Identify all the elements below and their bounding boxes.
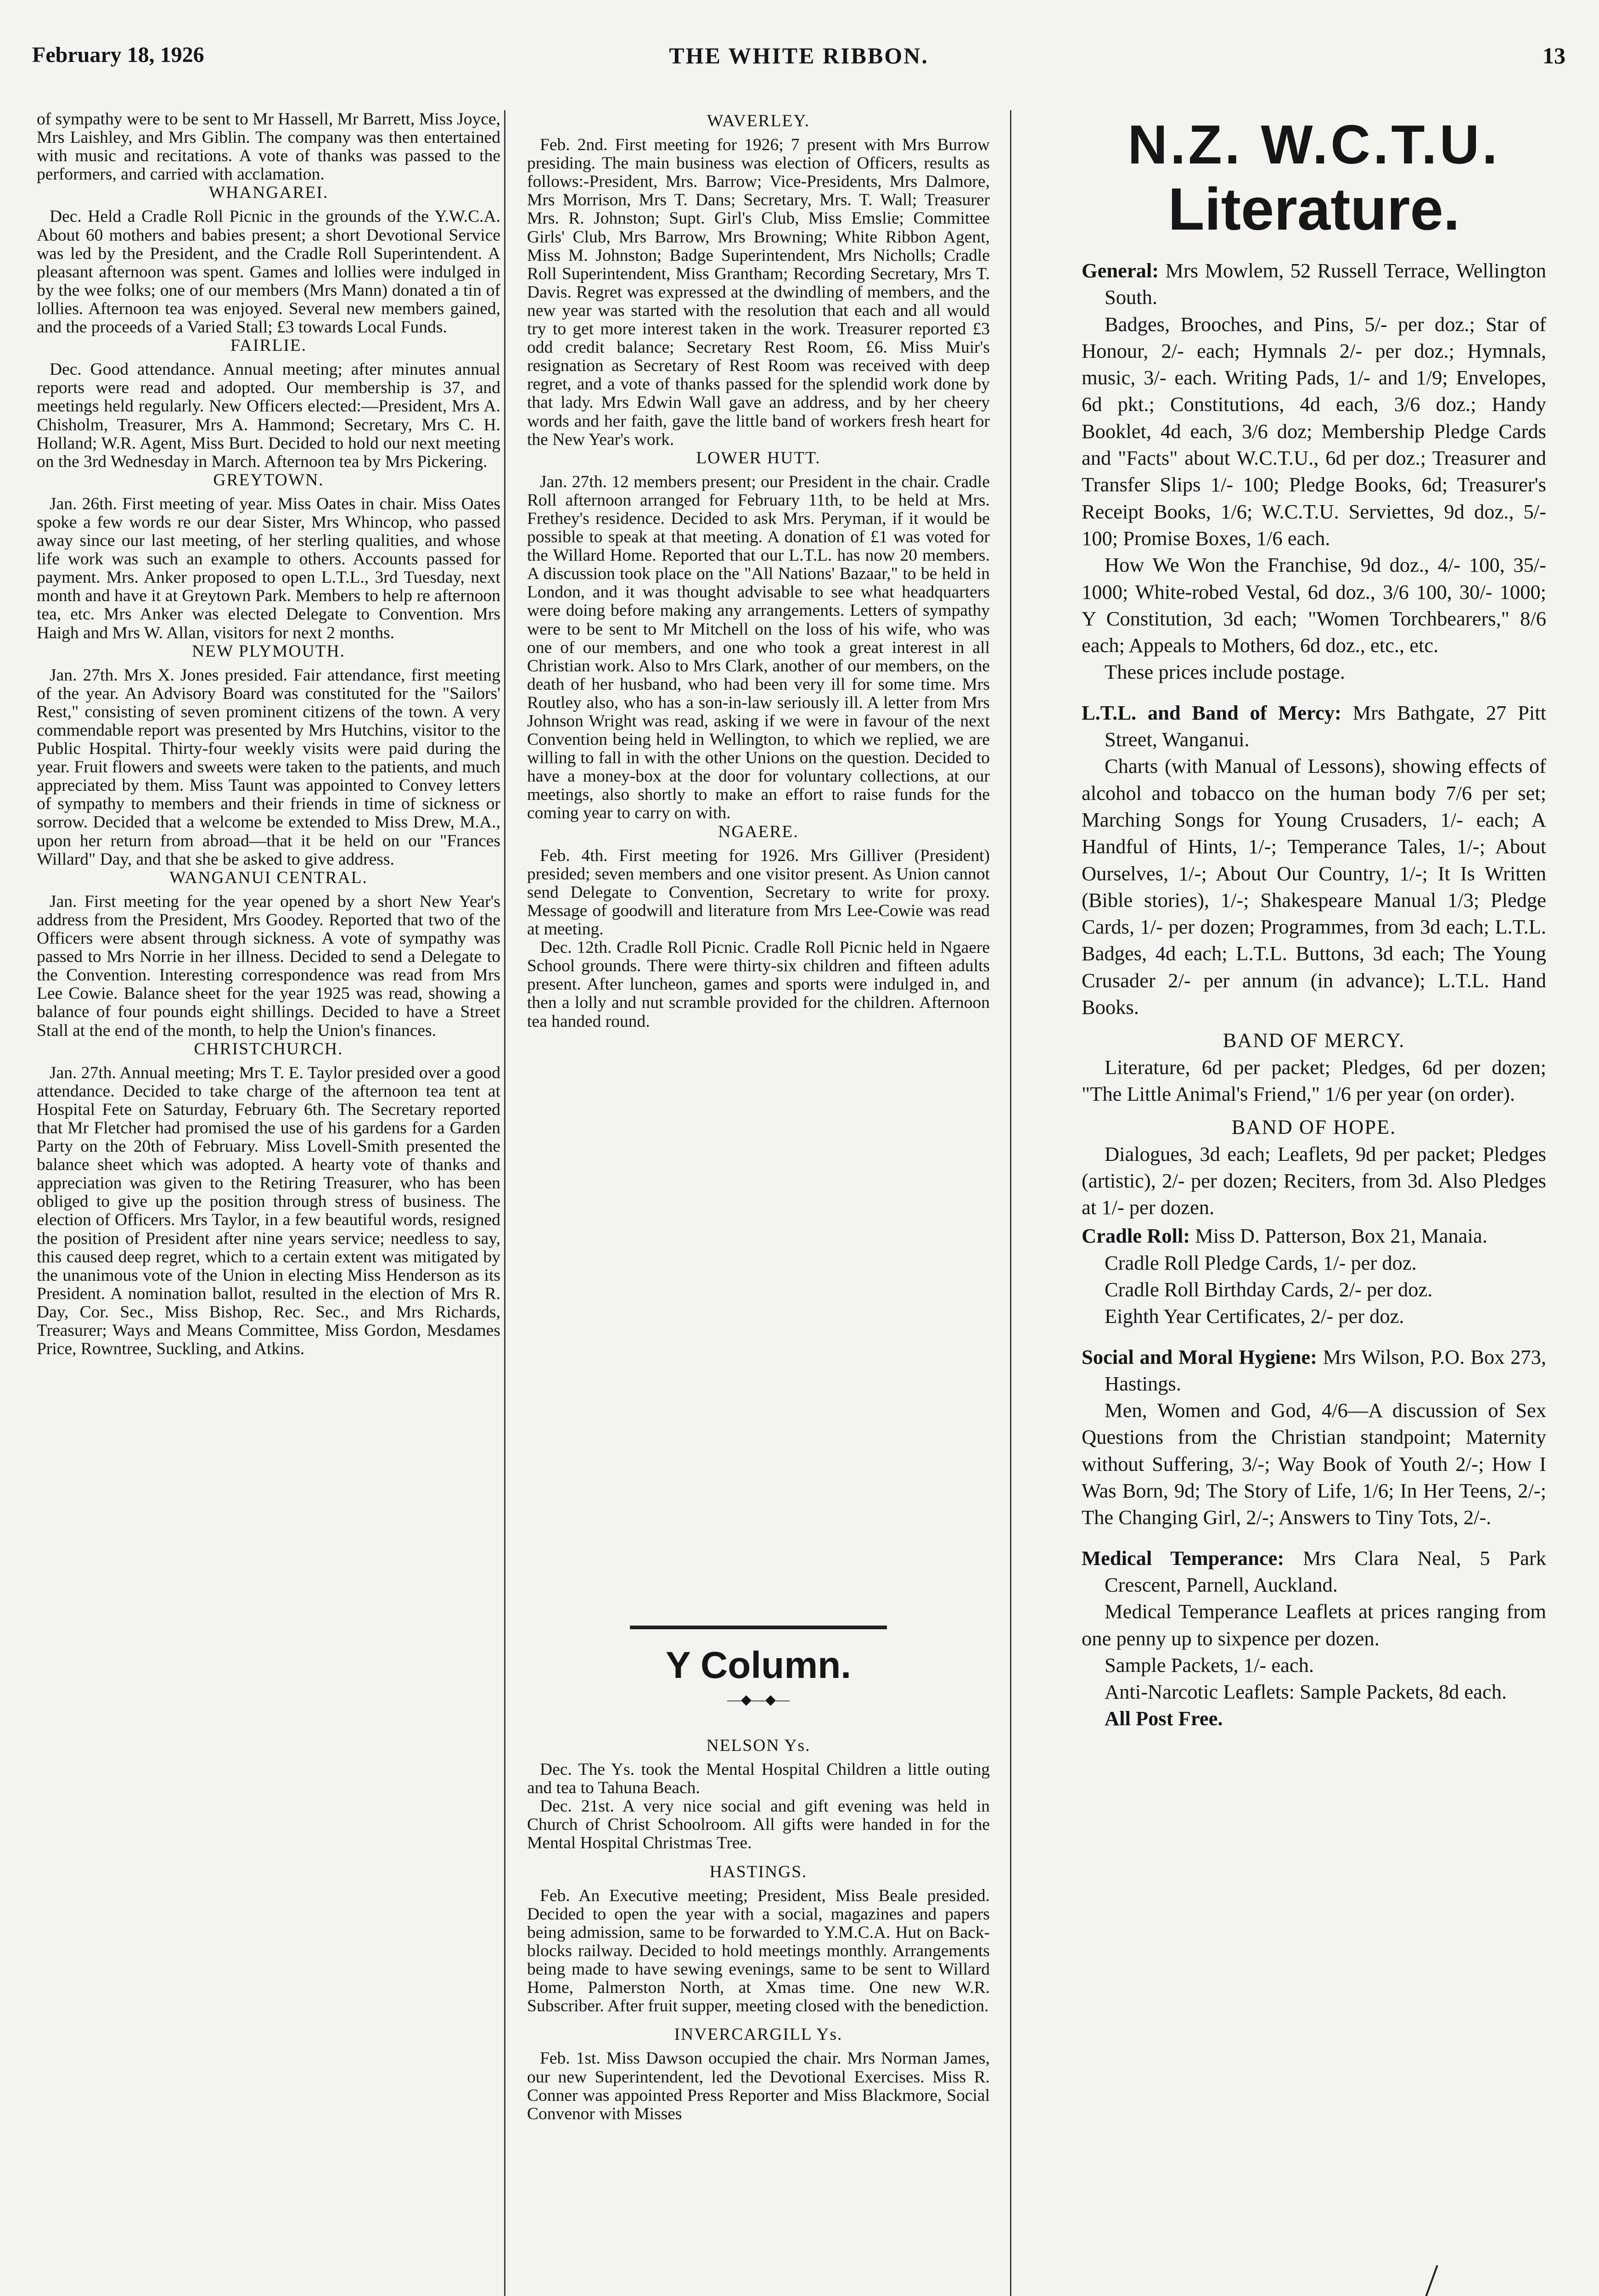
medical-temperance-contact bbox=[1082, 1545, 1546, 1598]
column-rule-2 bbox=[1010, 110, 1011, 2296]
band-of-hope-items: Dialogues, 3d each; Leaflets, 9d per packet; Pledges (artistic), 2/- per dozen; Reciters, from 3d. Also Pledges at 1/- per dozen. bbox=[1082, 1142, 1546, 1219]
literature-column bbox=[1082, 101, 1546, 2296]
ltl-label: L.T.L. and Band of Mercy: bbox=[1082, 701, 1341, 724]
section-fairlie bbox=[37, 337, 500, 471]
page-number: 13 bbox=[1543, 43, 1565, 68]
section-heading: NEW PLYMOUTH. bbox=[191, 642, 346, 661]
general-address: Mrs Mowlem, 52 Russell Terrace, Wellington South. bbox=[1105, 259, 1546, 309]
report-paragraph: Dec. Held a Cradle Roll Picnic in the grounds of the Y.W.C.A. About 60 mothers and babies present; a short Devotional Service was led by the President, and the Cradle Roll Superintendent. A pleasant afternoon was spent. Games and lollies were indulged in by the wee folks; one of our members (Mrs Mann) donated a tin of lollies. Afternoon tea was enjoyed. Several new members gained, and the proceeds of a Varied Stall; £3 towards Local Funds. bbox=[37, 207, 500, 337]
report-paragraph: Jan. 27th. Annual meeting; Mrs T. E. Taylor presided over a good attendance. Decided to take charge of the afternoon tea tent at Hospital Fete on Saturday, February 6th. The Secretary reported that Mr Fletcher had promised the use of his gardens for a Garden Party on the 20th of February. Miss Lovell-Smith presented the balance sheet which was adopted. A hearty vote of thanks and appreciation was given to the Retiring Treasurer, who has been obliged to give up the position through stress of business. The election of Officers. Mrs Taylor, in a few beautiful words, resigned the position of President after nine years service; needless to say, this caused deep regret, which to a certain extent was mitigated by the unanimous vote of the Union in electing Miss Henderson as its President. A nomination ballot, resulted in the election of Mrs R. Day, Cor. Sec., Miss Bishop, Rec. Sec., and Mrs Richards, Treasurer; Ways and Means Committee, Miss Gordon, Mesdames Price, Rowntree, Suckling, and Atkins. bbox=[37, 1063, 500, 1359]
report-paragraph: Feb. 4th. First meeting for 1926. Mrs Gilliver (President) presided; seven members and one visitor present. As Union cannot send Delegate to Convention, Secretary to write for proxy. Message of goodwill and literature from Mrs Lee-Cowie was read at meeting. bbox=[527, 846, 990, 939]
cradle-roll-item: Cradle Roll Birthday Cards, 2/- per doz. bbox=[1105, 1277, 1433, 1301]
section-wanganui-central bbox=[37, 869, 500, 1040]
section-heading: HASTINGS. bbox=[709, 1862, 808, 1881]
heading-rule bbox=[630, 1626, 887, 1629]
section-invercargill-ys bbox=[527, 2026, 990, 2123]
section-heading: NGAERE. bbox=[718, 822, 799, 841]
section-heading: LOWER HUTT. bbox=[696, 448, 821, 467]
issue-date: February 18, 1926 bbox=[32, 43, 204, 67]
column-1 bbox=[37, 110, 500, 2296]
cradle-roll-label: Cradle Roll: bbox=[1082, 1224, 1190, 1248]
section-heading: CHRISTCHURCH. bbox=[194, 1039, 343, 1058]
band-of-hope-heading: BAND OF HOPE. bbox=[1231, 1115, 1397, 1139]
band-of-mercy-heading: BAND OF MERCY. bbox=[1223, 1029, 1405, 1052]
ltl-address: Mrs Bathgate, 27 Pitt Street, Wanganui. bbox=[1105, 701, 1546, 751]
column-rule-1 bbox=[504, 110, 505, 2296]
section-hastings bbox=[527, 1863, 990, 2016]
ltl-contact bbox=[1082, 699, 1546, 753]
section-christchurch bbox=[37, 1040, 500, 1359]
cradle-roll-address: Miss D. Patterson, Box 21, Manaia. bbox=[1195, 1224, 1487, 1248]
section-new-plymouth bbox=[37, 642, 500, 869]
ltl-items: Charts (with Manual of Lessons), showing effects of alcohol and tobacco on the human body 7/6 per set; Marching Songs for Young Crusaders, 1/- each; A Handful of Hints, 1/-; Temperance Tales, 1/-; About Ourselves, 1/-; About Our Country, 1/-; It Is Written (Bible stories), 1/-; Shakespeare Manual 1/3; Pledge Cards, 1/- per dozen; Programmes, from 3d each; L.T.L. Badges, 4d each; L.T.L. Buttons, 3d each; The Young Crusader 2/- per annum (in advance); L.T.L. Hand Books. bbox=[1082, 754, 1546, 1019]
literature-title-line2: Literature. bbox=[1168, 175, 1460, 242]
section-heading: NELSON Ys. bbox=[706, 1736, 811, 1755]
medical-temperance-items: Medical Temperance Leaflets at prices ranging from one penny up to sixpence per dozen. bbox=[1082, 1600, 1546, 1650]
sample-packets: Sample Packets, 1/- each. bbox=[1105, 1653, 1314, 1677]
ornament-divider: —◆—◆— bbox=[727, 1692, 790, 1707]
medical-temperance-label: Medical Temperance: bbox=[1082, 1546, 1285, 1570]
social-hygiene-contact bbox=[1082, 1344, 1546, 1397]
general-label: General: bbox=[1082, 259, 1159, 282]
post-free-note: All Post Free. bbox=[1105, 1707, 1223, 1730]
report-paragraph: Feb. An Executive meeting; President, Miss Beale presided. Decided to open the year with a social, magazines and papers being admission, same to be forwarded to Y.M.C.A. Hut on Back-blocks railway. Decided to hold meetings monthly. Arrangements being made to have sewing evenings, same to be sent to Willard Home, Palmerston North, at Xmas time. One new W.R. Subscriber. After fruit supper, meeting closed with the benediction. bbox=[527, 1886, 990, 2016]
paper-title: THE WHITE RIBBON. bbox=[669, 43, 929, 68]
cradle-roll-contact bbox=[1082, 1222, 1546, 1249]
y-column-body bbox=[527, 1727, 990, 2259]
report-paragraph: Feb. 1st. Miss Dawson occupied the chair. Mrs Norman James, our new Superintendent, led the Devotional Exercises. Miss R. Conner was appointed Press Reporter and Miss Blackmore, Social Convenor with Misses bbox=[527, 2049, 990, 2123]
general-items-2: How We Won the Franchise, 9d doz., 4/- 100, 35/- 1000; White-robed Vestal, 6d doz., 3/6 100, 30/- 1000; Y Constitution, 3d each; "Women Torchbearers," 8/6 each; Appeals to Mothers, 6d doz., etc., etc. bbox=[1082, 553, 1546, 657]
y-column-header bbox=[527, 1626, 990, 1722]
section-lower-hutt bbox=[527, 449, 990, 823]
section-waverley bbox=[527, 112, 990, 449]
section-whangarei bbox=[37, 184, 500, 337]
social-hygiene-address: Mrs Wilson, P.O. Box 273, Hastings. bbox=[1105, 1345, 1546, 1395]
general-contact bbox=[1082, 257, 1546, 311]
report-paragraph: Jan. First meeting for the year opened by a short New Year's address from the President, Mrs Goodey. Reported that two of the Officers were absent through sickness. A vote of sympathy was passed to Mrs Norrie in her illness. Decided to send a Delegate to the Convention. Interesting correspondence was read from Mrs Lee Cowie. Balance sheet for the year 1925 was read, showing a balance of four pounds eight shillings. Decided to have a Street Stall at the end of the month, to help the Union's finances. bbox=[37, 892, 500, 1040]
column-2 bbox=[527, 112, 990, 1623]
medical-temperance-address: Mrs Clara Neal, 5 Park Crescent, Parnell, Auckland. bbox=[1105, 1546, 1546, 1596]
report-paragraph: Dec. 12th. Cradle Roll Picnic. Cradle Roll Picnic held in Ngaere School grounds. There were thirty-six children and fifteen adults present. After luncheon, games and sports were indulged in, and then a lolly and nut scramble provided for the children. Afternoon tea handed round. bbox=[527, 938, 990, 1031]
social-hygiene-items: Men, Women and God, 4/6—A discussion of Sex Questions from the Christian standpoint; Maternity without Suffering, 3/-; Way Book of Youth 2/-; How I Was Born, 9d; The Story of Life, 1/6; In Her Teens, 2/-; The Changing Girl, 2/-; Answers to Tiny Tots, 2/-. bbox=[1082, 1399, 1546, 1529]
report-paragraph: Feb. 2nd. First meeting for 1926; 7 present with Mrs Burrow presiding. The main business was election of Officers, results as follows:-President, Mrs. Barrow; Vice-Presidents, Mrs Dalmore, Mrs Morrison, Mrs T. Dans; Secretary, Mrs. T. Wall; Treasurer Mrs. R. Johnston; Supt. Girl's Club, Miss Emslie; Committee Girls' Club, Mrs Barrow, Mrs Browning; White Ribbon Agent, Miss M. Johnston; Badge Superintendent, Mrs Nicholls; Cradle Roll Superintendent, Miss Grantham; Recording Secretary, Mrs T. Davis. Regret was expressed at the dwindling of members, and the new year was started with the resolution that each and all would try to get more interest taken in the work. Treasurer reported £3 odd credit balance; Secretary Rest Room, £6. Miss Muir's resignation as Secretary of Rest Room was received with deep regret, and a vote of thanks passed for the splendid work done by that lady. Mrs Edwin Wall gave an address, and by her cheery words and her faith, gave the little band of workers fresh heart for the New Year's work. bbox=[527, 135, 990, 449]
section-ngaere bbox=[527, 823, 990, 1031]
section-nelson-ys bbox=[527, 1737, 990, 1853]
postage-note: These prices include postage. bbox=[1105, 660, 1345, 684]
intro-paragraph: of sympathy were to be sent to Mr Hassell, Mr Barrett, Miss Joyce, Mrs Laishley, and Mrs Giblin. The company was then entertained with music and recitations. A vote of thanks was passed to the performers, and carried with acclamation. bbox=[37, 110, 500, 184]
section-heading: WHANGAREI. bbox=[208, 183, 329, 203]
cradle-roll-item: Cradle Roll Pledge Cards, 1/- per doz. bbox=[1105, 1251, 1417, 1274]
masthead bbox=[32, 42, 1565, 74]
literature-title-line1: N.Z. W.C.T.U. bbox=[1128, 114, 1500, 175]
anti-narcotic-leaflets: Anti-Narcotic Leaflets: Sample Packets, 8d each. bbox=[1105, 1680, 1507, 1704]
report-paragraph: Jan. 26th. First meeting of year. Miss Oates in chair. Miss Oates spoke a few words re our dear Sister, Mrs Whincop, who passed away since our last meeting, of her sterling qualities, and whose life work was such an example to others. Accounts passed for payment. Mrs. Anker proposed to open L.T.L., 3rd Tuesday, next month and have it at Greytown Park. Members to help re afternoon tea, etc. Mrs Anker was elected Delegate to Convention. Mrs Haigh and Mrs W. Allan, visitors for next 2 months. bbox=[37, 494, 500, 642]
section-greytown bbox=[37, 471, 500, 642]
band-of-mercy-items: Literature, 6d per packet; Pledges, 6d per dozen; "The Little Animal's Friend," 1/6 per year (on order). bbox=[1082, 1055, 1546, 1105]
general-items: Badges, Brooches, and Pins, 5/- per doz.; Star of Honour, 2/- each; Hymnals 2/- per doz.; Hymnals, music, 3/- each. Writing Pads, 1/- and 1/9; Envelopes, 6d pkt.; Constitutions, 4d each, 3/6 doz.; Handy Booklet, 4d each, 3/6 doz; Membership Pledge Cards and "Facts" about W.C.T.U., 6d per doz.; Treasurer and Transfer Slips 1/- 100; Pledge Books, 6d; Treasurer's Receipt Books, 1/6; W.C.T.U. Serviettes, 9d doz., 5/- 100; Promise Boxes, 1/6 each. bbox=[1082, 312, 1546, 550]
section-heading: WAVERLEY. bbox=[707, 112, 810, 130]
social-hygiene-label: Social and Moral Hygiene: bbox=[1082, 1345, 1317, 1368]
report-paragraph: Jan. 27th. Mrs X. Jones presided. Fair attendance, first meeting of the year. An Advisory Board was constituted for the "Sailors' Rest," consisting of seven prominent citizens of the town. A very commendable report was presented by Mrs Hutchins, visitor to the Public Hospital. Thirty-four weekly visits were paid during the year. Fruit flowers and sweets were taken to the patients, and much appreciated by them. Miss Taunt was appointed to Convey letters of sympathy to members and their friends in time of sickness or sorrow. Decided that a welcome be extended to Miss Drew, M.A., upon her return from abroad—that it be held on our "Frances Willard" Day, and that she be asked to give address. bbox=[37, 665, 500, 869]
section-heading: FAIRLIE. bbox=[230, 336, 307, 355]
section-heading: GREYTOWN. bbox=[213, 470, 324, 490]
y-column-title: Y Column. bbox=[666, 1644, 851, 1686]
report-paragraph: Dec. The Ys. took the Mental Hospital Children a little outing and tea to Tahuna Beach. bbox=[527, 1760, 990, 1798]
report-paragraph: Jan. 27th. 12 members present; our President in the chair. Cradle Roll afternoon arranged for February 11th, to be held at Mrs. Frethey's residence. Decided to ask Mrs. Peryman, if it would be possible to speak at that meeting. A donation of £1 was voted for the Willard Home. Reported that our L.T.L. has now 20 members. A discussion took place on the "All Nations' Bazaar," to be held in London, and it was thought advisable to see what headquarters were doing before making any arrangements. Letters of sympathy were to be sent to Mr Mitchell on the loss of his wife, who was one of our members, and one who took a great interest in all Christian work. Also to Mrs Clark, another of our members, on the death of her husband, who had been very ill for some time. Mrs Routley also, who has a son-in-law seriously ill. A letter from Mrs Johnson Wright was read, asking if we were in favour of the next Convention being held in Wellington, to which we replied, we are willing to fall in with the other Unions on the question. Decided to have a money-box at the door for voluntary collections, at our meetings, also shortly to make an effort to raise funds for the coming year to carry on with. bbox=[527, 472, 990, 823]
report-paragraph: Dec. Good attendance. Annual meeting; after minutes annual reports were read and adopted. Our membership is 37, and meetings held regularly. New Officers elected:—President, Mrs A. Chisholm, Treasurer, Mrs A. Hammond; Secretary, Mrs C. H. Holland; W.R. Agent, Miss Burt. Decided to hold our next meeting on the 3rd Wednesday in March. Afternoon tea by Mrs Pickering. bbox=[37, 360, 500, 471]
section-heading: WANGANUI CENTRAL. bbox=[169, 868, 368, 887]
report-paragraph: Dec. 21st. A very nice social and gift evening was held in Church of Christ Schoolroom. All gifts were handed in for the Mental Hospital Christmas Tree. bbox=[527, 1797, 990, 1853]
cradle-roll-item: Eighth Year Certificates, 2/- per doz. bbox=[1105, 1305, 1404, 1328]
section-heading: INVERCARGILL Ys. bbox=[674, 2025, 843, 2044]
